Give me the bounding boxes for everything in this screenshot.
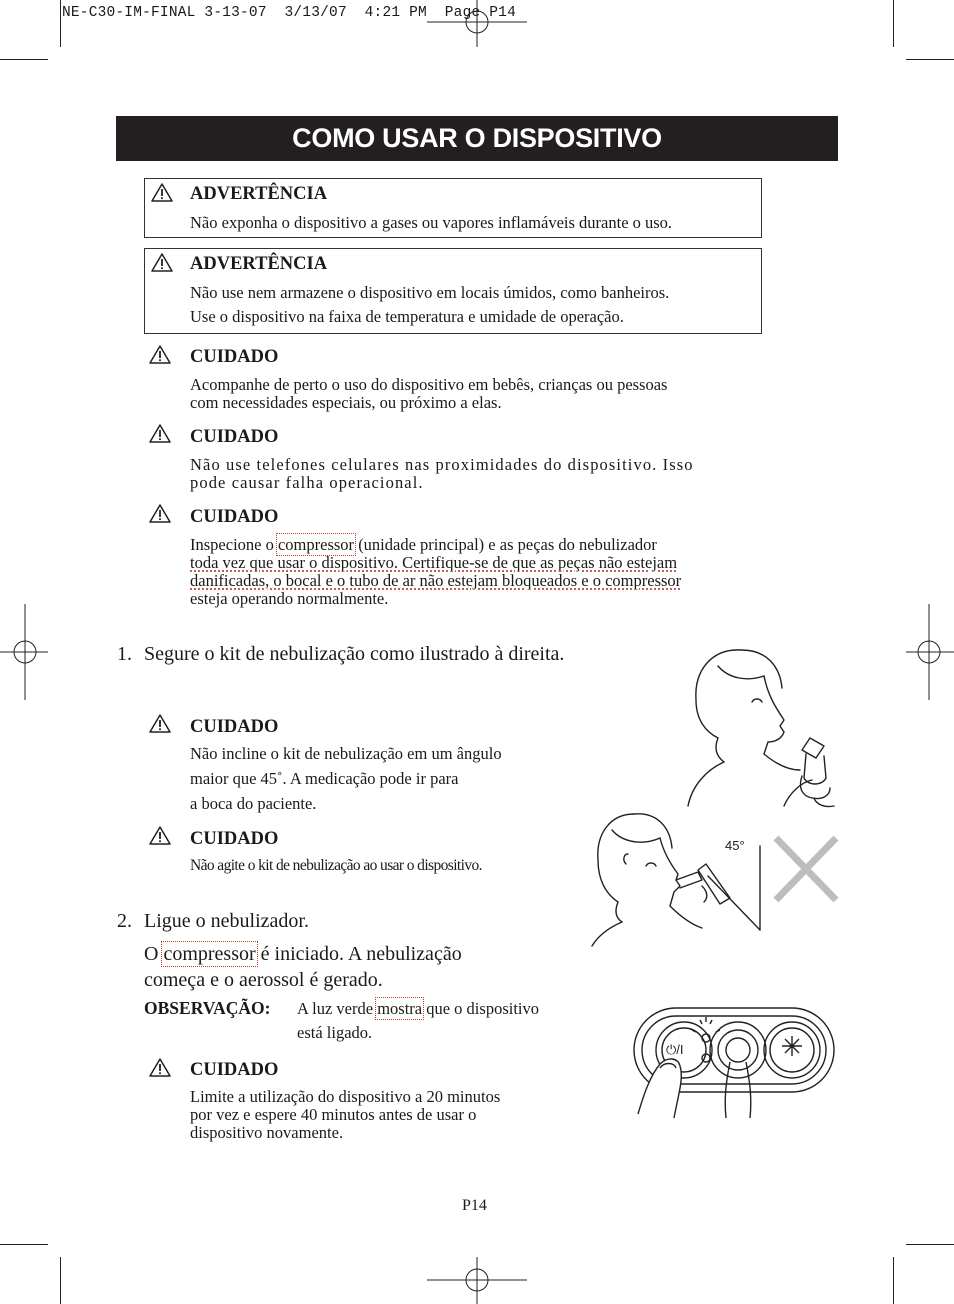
page-title: COMO USAR O DISPOSITIVO [292,123,662,153]
text-segment: Inspecione o [190,535,278,554]
warning-icon [151,183,173,202]
caution-text-line: danificadas, o bocal e o tubo de ar não estejam bloqueados e o compressor [190,571,682,590]
caution-heading: CUIDADO [190,507,279,527]
caution-heading: CUIDADO [190,427,279,447]
warning-heading: ADVERTÊNCIA [190,254,328,274]
caution-icon [149,424,171,443]
step-text-line [144,943,462,966]
person-holding-nebulizer-illustration [684,646,840,810]
text-segment: O [144,943,164,965]
warning-text-line: Não use nem armazene o dispositivo em locais úmidos, como banheiros. [190,283,670,302]
compressor-term: compressor [163,943,256,965]
caution-heading: CUIDADO [190,347,279,367]
title-bar [116,116,838,161]
page-number: P14 [462,1197,487,1214]
warning-icon [151,253,173,272]
power-button-illustration [630,1002,840,1120]
caution-icon [149,504,171,523]
power-button-label: ⏻/I [666,1042,684,1057]
highlighted-term: mostra [377,999,423,1018]
warning-heading: ADVERTÊNCIA [190,184,328,204]
caution-text-line: por vez e espere 40 minutos antes de usar o [190,1105,477,1124]
observation-text [297,997,539,1021]
step-text-line: começa e o aerossol é gerado. [144,969,383,991]
caution-text-line: pode causar falha operacional. [190,473,424,492]
step-number: 2. [117,910,132,932]
caution-text-line: Não use telefones celulares nas proximidades do dispositivo. Isso [190,455,694,474]
caution-icon [149,826,171,845]
print-header: NE-C30-IM-FINAL 3-13-07 3/13/07 4:21 PM Page P14 [62,5,516,21]
caution-heading: CUIDADO [190,829,279,849]
angle-label: 45° [725,838,745,853]
caution-icon [149,714,171,733]
incorrect-tilt-illustration [590,808,840,948]
caution-text: Não agite o kit de nebulização ao usar o dispositivo. [190,857,482,874]
warning-text: Não exponha o dispositivo a gases ou vapores inflamáveis durante o uso. [190,213,673,232]
step-text: Ligue o nebulizador. [144,910,309,932]
caution-heading: CUIDADO [190,1060,279,1080]
caution-text-line [190,536,657,554]
caution-text-line: toda vez que usar o dispositivo. Certifique-se de que as peças não estejam [190,553,678,572]
text-segment: é iniciado. A nebulização [255,943,462,965]
text-segment: que o dispositivo [422,999,539,1018]
observation-label: OBSERVAÇÃO: [144,998,271,1018]
caution-text-line: esteja operando normalmente. [190,589,389,608]
caution-text-line: a boca do paciente. [190,794,317,813]
step-text: Segure o kit de nebulização como ilustrado à direita. [144,643,565,665]
caution-text-line: com necessidades especiais, ou próximo a elas. [190,393,502,412]
caution-icon [149,1058,171,1077]
compressor-term: compressor [277,535,355,554]
caution-icon [149,345,171,364]
caution-text-line: maior que 45˚. A medicação pode ir para [190,769,459,788]
caution-heading: CUIDADO [190,717,279,737]
step-number: 1. [117,643,132,665]
caution-text-line: Não incline o kit de nebulização em um ângulo [190,744,502,763]
observation-text-line: está ligado. [297,1023,373,1042]
caution-text-line: Limite a utilização do dispositivo a 20 minutos [190,1087,501,1106]
text-segment: (unidade principal) e as peças do nebulizador [354,535,657,554]
caution-text-line: Acompanhe de perto o uso do dispositivo em bebês, crianças ou pessoas [190,375,668,394]
warning-text-line: Use o dispositivo na faixa de temperatura e umidade de operação. [190,307,624,326]
caution-text-line: dispositivo novamente. [190,1123,344,1142]
text-segment: A luz verde [297,999,378,1018]
